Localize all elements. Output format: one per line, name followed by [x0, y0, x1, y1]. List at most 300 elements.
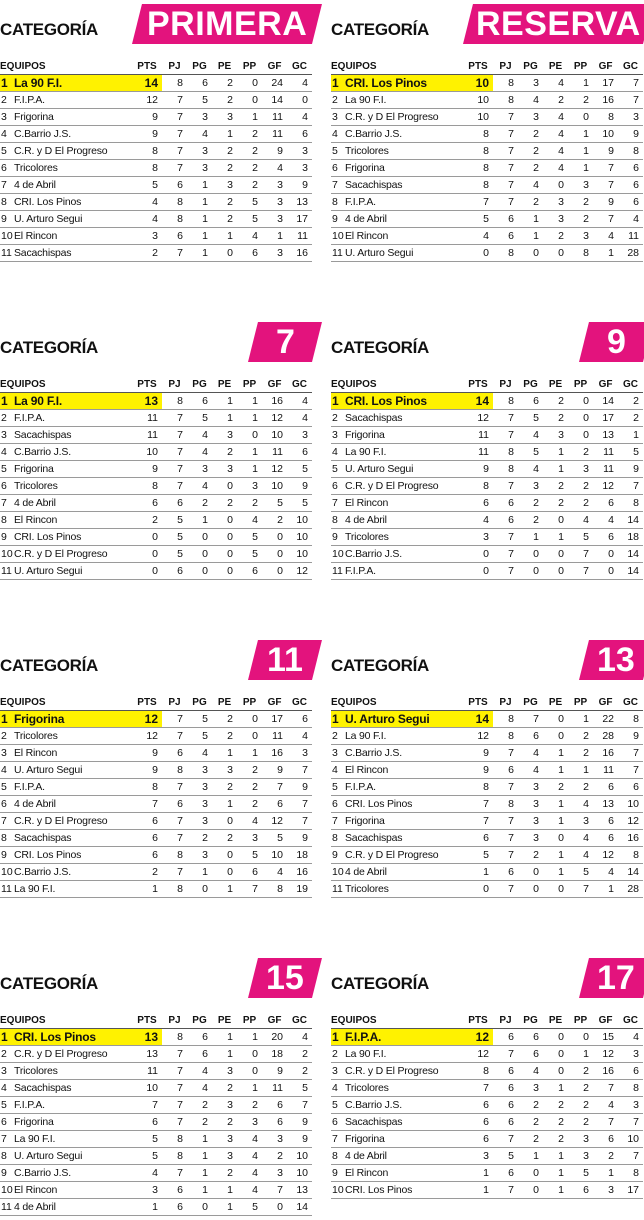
pj-cell: 8 [162, 1147, 187, 1164]
pj-cell: 7 [162, 863, 187, 880]
pts-cell: 6 [463, 1096, 493, 1113]
pg-cell: 4 [187, 443, 212, 460]
leader-row [0, 710, 312, 727]
gf-cell: 3 [262, 176, 287, 193]
gc-cell: 7 [287, 795, 312, 812]
team-name-cell: 4 de Abril [345, 863, 463, 880]
column-header-pts: PTS [132, 378, 162, 392]
gf-cell: 2 [593, 1147, 618, 1164]
pj-cell: 6 [493, 863, 518, 880]
gc-cell: 3 [287, 159, 312, 176]
pj-cell: 6 [162, 795, 187, 812]
pp-cell: 2 [237, 142, 262, 159]
gf-cell: 15 [593, 1028, 618, 1045]
pe-cell: 2 [212, 778, 237, 795]
gf-cell: 0 [593, 562, 618, 579]
pj-cell: 7 [493, 477, 518, 494]
pj-cell: 6 [493, 227, 518, 244]
pts-cell: 12 [132, 710, 162, 727]
table-header-row [331, 1014, 643, 1028]
pp-cell: 2 [568, 1096, 593, 1113]
position-cell: 11 [0, 244, 14, 261]
table-header-row [331, 378, 643, 392]
pp-cell: 0 [237, 91, 262, 108]
pp-cell: 2 [237, 1096, 262, 1113]
pj-cell: 7 [162, 460, 187, 477]
column-header-pj: PJ [162, 378, 187, 392]
pp-cell: 0 [237, 727, 262, 744]
gc-cell: 3 [618, 108, 643, 125]
gf-cell: 7 [593, 1113, 618, 1130]
category-badge [132, 4, 322, 44]
gc-cell: 5 [287, 494, 312, 511]
team-name-cell: F.I.P.A. [345, 562, 463, 579]
column-header-pe: PE [543, 60, 568, 74]
position-cell: 4 [0, 125, 14, 142]
pp-cell: 2 [568, 744, 593, 761]
pg-cell: 1 [518, 528, 543, 545]
pp-cell: 0 [568, 409, 593, 426]
position-cell: 6 [331, 1113, 345, 1130]
table-row [331, 1113, 643, 1130]
pg-cell: 4 [187, 477, 212, 494]
pe-cell: 0 [543, 562, 568, 579]
gf-cell: 0 [262, 1198, 287, 1215]
table-header-row [0, 60, 312, 74]
pg-cell: 6 [518, 1045, 543, 1062]
pe-cell: 3 [212, 460, 237, 477]
position-cell: 5 [0, 778, 14, 795]
gf-cell: 7 [262, 1181, 287, 1198]
pj-cell: 7 [493, 545, 518, 562]
gc-cell: 8 [618, 494, 643, 511]
pg-cell: 4 [187, 1079, 212, 1096]
pp-cell: 7 [568, 545, 593, 562]
pj-cell: 7 [493, 426, 518, 443]
pj-cell: 6 [162, 562, 187, 579]
gf-cell: 6 [593, 494, 618, 511]
pe-cell: 2 [543, 1113, 568, 1130]
pts-cell: 4 [463, 511, 493, 528]
position-cell: 9 [331, 210, 345, 227]
column-header-equipos: EQUIPOS [0, 1014, 132, 1028]
table-row [0, 744, 312, 761]
pts-cell: 7 [463, 795, 493, 812]
pj-cell: 7 [493, 812, 518, 829]
table-header-row [0, 1014, 312, 1028]
gc-cell: 9 [618, 727, 643, 744]
table-row [331, 108, 643, 125]
table-row [331, 1045, 643, 1062]
gf-cell: 9 [262, 142, 287, 159]
category-label: CATEGORÍA [0, 20, 99, 39]
gc-cell: 7 [618, 744, 643, 761]
position-cell: 8 [0, 1147, 14, 1164]
gf-cell: 9 [262, 1062, 287, 1079]
table-row [331, 1096, 643, 1113]
pe-cell: 1 [212, 392, 237, 409]
pts-cell: 8 [463, 159, 493, 176]
pp-cell: 3 [568, 460, 593, 477]
pe-cell: 2 [212, 1164, 237, 1181]
pp-cell: 0 [568, 392, 593, 409]
gf-cell: 11 [262, 727, 287, 744]
column-header-pts: PTS [463, 378, 493, 392]
pj-cell: 8 [493, 460, 518, 477]
pp-cell: 2 [568, 778, 593, 795]
pp-cell: 1 [237, 744, 262, 761]
position-cell: 5 [331, 778, 345, 795]
pp-cell: 2 [568, 443, 593, 460]
pg-cell: 2 [518, 846, 543, 863]
pj-cell: 8 [493, 91, 518, 108]
pj-cell: 7 [493, 142, 518, 159]
pts-cell: 12 [132, 91, 162, 108]
gf-cell: 12 [262, 460, 287, 477]
pj-cell: 7 [162, 778, 187, 795]
gf-cell: 3 [262, 244, 287, 261]
position-cell: 2 [331, 409, 345, 426]
pts-cell: 6 [463, 1130, 493, 1147]
column-header-pts: PTS [463, 696, 493, 710]
table-row [331, 159, 643, 176]
pg-cell: 2 [518, 511, 543, 528]
pe-cell: 1 [212, 1028, 237, 1045]
pts-cell: 5 [463, 846, 493, 863]
pts-cell: 13 [132, 392, 162, 409]
pe-cell: 0 [543, 710, 568, 727]
gf-cell: 14 [262, 91, 287, 108]
pts-cell: 11 [132, 1062, 162, 1079]
category-badge [579, 640, 644, 680]
table-row [331, 1079, 643, 1096]
pg-cell: 0 [187, 562, 212, 579]
column-header-pp: PP [568, 696, 593, 710]
team-name-cell: C.R. y D El Progreso [345, 1062, 463, 1079]
category-badge-text: 17 [597, 959, 635, 997]
position-cell: 5 [331, 142, 345, 159]
pj-cell: 7 [162, 443, 187, 460]
gf-cell: 9 [262, 761, 287, 778]
table-row [331, 477, 643, 494]
position-cell: 2 [0, 1045, 14, 1062]
pg-cell: 3 [518, 795, 543, 812]
pj-cell: 6 [162, 176, 187, 193]
pe-cell: 1 [543, 1147, 568, 1164]
gf-cell: 11 [593, 761, 618, 778]
position-cell: 2 [0, 91, 14, 108]
pg-cell: 3 [187, 761, 212, 778]
category-label: CATEGORÍA [0, 974, 99, 993]
gc-cell: 28 [618, 244, 643, 261]
position-cell: 8 [331, 511, 345, 528]
team-name-cell: 4 de Abril [345, 210, 463, 227]
gf-cell: 11 [593, 443, 618, 460]
pp-cell: 0 [237, 710, 262, 727]
pe-cell: 1 [212, 227, 237, 244]
gc-cell: 16 [287, 863, 312, 880]
column-header-equipos: EQUIPOS [0, 696, 132, 710]
pg-cell: 0 [518, 863, 543, 880]
column-header-gf: GF [593, 60, 618, 74]
team-name-cell: C.Barrio J.S. [14, 125, 132, 142]
pg-cell: 6 [187, 1045, 212, 1062]
panel-header [331, 318, 643, 362]
gc-cell: 10 [618, 795, 643, 812]
gf-cell: 3 [262, 1130, 287, 1147]
pts-cell: 8 [463, 125, 493, 142]
category-label: CATEGORÍA [331, 974, 430, 993]
pe-cell: 2 [212, 1113, 237, 1130]
gf-cell: 13 [593, 426, 618, 443]
gc-cell: 9 [287, 829, 312, 846]
pg-cell: 1 [187, 863, 212, 880]
gf-cell: 6 [262, 1113, 287, 1130]
position-cell: 11 [331, 244, 345, 261]
gf-cell: 20 [262, 1028, 287, 1045]
pj-cell: 7 [493, 125, 518, 142]
leader-row [0, 74, 312, 91]
pe-cell: 3 [212, 176, 237, 193]
pe-cell: 4 [543, 125, 568, 142]
table-row [0, 1130, 312, 1147]
gc-cell: 7 [287, 1096, 312, 1113]
category-label: CATEGORÍA [0, 656, 99, 675]
gc-cell: 16 [618, 829, 643, 846]
pe-cell: 2 [212, 494, 237, 511]
pj-cell: 7 [162, 812, 187, 829]
gc-cell: 5 [618, 443, 643, 460]
pg-cell: 3 [518, 778, 543, 795]
position-cell: 7 [0, 812, 14, 829]
pp-cell: 4 [237, 812, 262, 829]
gc-cell: 9 [287, 1130, 312, 1147]
position-cell: 7 [331, 494, 345, 511]
pe-cell: 0 [212, 528, 237, 545]
position-cell: 1 [331, 74, 345, 91]
gf-cell: 7 [593, 159, 618, 176]
table-row [331, 727, 643, 744]
table-row [0, 125, 312, 142]
pg-cell: 3 [518, 477, 543, 494]
pg-cell: 2 [518, 159, 543, 176]
column-header-gc: GC [287, 696, 312, 710]
pe-cell: 2 [543, 778, 568, 795]
pe-cell: 3 [212, 1096, 237, 1113]
column-header-equipos: EQUIPOS [331, 696, 463, 710]
pg-cell: 0 [518, 1164, 543, 1181]
gf-cell: 8 [262, 880, 287, 897]
position-cell: 9 [0, 846, 14, 863]
pts-cell: 12 [463, 727, 493, 744]
pts-cell: 2 [132, 244, 162, 261]
gc-cell: 9 [618, 460, 643, 477]
gf-cell: 0 [593, 545, 618, 562]
pp-cell: 2 [237, 778, 262, 795]
gf-cell: 11 [593, 460, 618, 477]
column-header-pts: PTS [463, 60, 493, 74]
gc-cell: 8 [618, 846, 643, 863]
position-cell: 11 [0, 880, 14, 897]
pp-cell: 6 [237, 562, 262, 579]
pj-cell: 7 [493, 193, 518, 210]
position-cell: 8 [0, 193, 14, 210]
gc-cell: 9 [287, 778, 312, 795]
pj-cell: 8 [162, 761, 187, 778]
pts-cell: 5 [463, 210, 493, 227]
pg-cell: 1 [187, 1181, 212, 1198]
pp-cell: 5 [237, 210, 262, 227]
team-name-cell: Tricolores [345, 1079, 463, 1096]
pe-cell: 2 [543, 227, 568, 244]
gf-cell: 16 [593, 1062, 618, 1079]
category-badge-text: RESERVA [475, 5, 641, 43]
pe-cell: 1 [543, 863, 568, 880]
pe-cell: 0 [543, 545, 568, 562]
pts-cell: 14 [463, 710, 493, 727]
team-name-cell: El Rincon [14, 1181, 132, 1198]
team-name-cell: Sacachispas [14, 829, 132, 846]
pg-cell: 1 [187, 511, 212, 528]
pe-cell: 1 [543, 744, 568, 761]
gf-cell: 8 [593, 108, 618, 125]
team-name-cell: C.Barrio J.S. [14, 1164, 132, 1181]
pj-cell: 8 [493, 443, 518, 460]
pts-cell: 7 [463, 812, 493, 829]
pts-cell: 11 [132, 409, 162, 426]
pe-cell: 4 [543, 74, 568, 91]
standings-table [0, 60, 312, 262]
position-cell: 3 [0, 1062, 14, 1079]
leader-row [331, 392, 643, 409]
pe-cell: 1 [543, 846, 568, 863]
pp-cell: 2 [568, 91, 593, 108]
pg-cell: 2 [518, 1096, 543, 1113]
pts-cell: 5 [132, 176, 162, 193]
gc-cell: 1 [618, 426, 643, 443]
position-cell: 8 [331, 1147, 345, 1164]
pj-cell: 7 [162, 409, 187, 426]
position-cell: 6 [0, 159, 14, 176]
pe-cell: 1 [212, 125, 237, 142]
gc-cell: 4 [287, 108, 312, 125]
pj-cell: 6 [493, 494, 518, 511]
table-row [331, 1130, 643, 1147]
table-row [0, 1164, 312, 1181]
pts-cell: 10 [132, 1079, 162, 1096]
pj-cell: 7 [162, 91, 187, 108]
team-name-cell: C.R. y D El Progreso [14, 142, 132, 159]
pg-cell: 1 [518, 210, 543, 227]
position-cell: 6 [331, 159, 345, 176]
gc-cell: 19 [287, 880, 312, 897]
team-name-cell: La 90 F.I. [345, 727, 463, 744]
pj-cell: 8 [162, 392, 187, 409]
position-cell: 7 [331, 1130, 345, 1147]
pts-cell: 8 [463, 778, 493, 795]
gf-cell: 9 [593, 142, 618, 159]
panel-header [331, 636, 643, 680]
gc-cell: 17 [287, 210, 312, 227]
gc-cell: 14 [618, 545, 643, 562]
table-row [0, 443, 312, 460]
pg-cell: 1 [187, 210, 212, 227]
pts-cell: 1 [463, 1181, 493, 1198]
column-header-equipos: EQUIPOS [0, 60, 132, 74]
pts-cell: 1 [463, 863, 493, 880]
pj-cell: 7 [162, 1045, 187, 1062]
pe-cell: 1 [543, 443, 568, 460]
pts-cell: 9 [132, 761, 162, 778]
team-name-cell: Frigorina [345, 426, 463, 443]
column-header-equipos: EQUIPOS [331, 378, 463, 392]
team-name-cell: F.I.P.A. [345, 778, 463, 795]
standings-panel-17 [331, 954, 643, 1220]
pe-cell: 0 [543, 1028, 568, 1045]
pg-cell: 2 [518, 142, 543, 159]
pts-cell: 0 [132, 528, 162, 545]
pp-cell: 0 [568, 108, 593, 125]
pj-cell: 7 [162, 1113, 187, 1130]
pts-cell: 11 [463, 443, 493, 460]
panel-header [331, 954, 643, 998]
gc-cell: 14 [618, 562, 643, 579]
column-header-pg: PG [187, 60, 212, 74]
team-name-cell: Sacachispas [345, 409, 463, 426]
pe-cell: 0 [212, 562, 237, 579]
column-header-pj: PJ [162, 60, 187, 74]
position-cell: 1 [0, 392, 14, 409]
category-label: CATEGORÍA [331, 656, 430, 675]
column-header-pj: PJ [493, 378, 518, 392]
pe-cell: 2 [543, 494, 568, 511]
table-row [331, 812, 643, 829]
pe-cell: 3 [212, 1130, 237, 1147]
pe-cell: 4 [543, 142, 568, 159]
gf-cell: 17 [262, 710, 287, 727]
standings-table [0, 1014, 312, 1216]
pg-cell: 6 [518, 392, 543, 409]
pts-cell: 0 [132, 545, 162, 562]
position-cell: 10 [331, 227, 345, 244]
pj-cell: 7 [162, 426, 187, 443]
gf-cell: 12 [593, 477, 618, 494]
gf-cell: 4 [593, 1096, 618, 1113]
pts-cell: 12 [463, 1028, 493, 1045]
table-row [331, 244, 643, 261]
pts-cell: 4 [132, 1164, 162, 1181]
column-header-gc: GC [287, 1014, 312, 1028]
pts-cell: 6 [132, 846, 162, 863]
pj-cell: 8 [493, 392, 518, 409]
category-label: CATEGORÍA [0, 338, 99, 357]
position-cell: 3 [0, 744, 14, 761]
gf-cell: 2 [262, 511, 287, 528]
team-name-cell: La 90 F.I. [14, 1130, 132, 1147]
pts-cell: 6 [463, 494, 493, 511]
pe-cell: 0 [212, 511, 237, 528]
pg-cell: 4 [187, 744, 212, 761]
pe-cell: 1 [543, 761, 568, 778]
pg-cell: 2 [518, 193, 543, 210]
pg-cell: 5 [187, 91, 212, 108]
pe-cell: 1 [212, 1045, 237, 1062]
table-row [0, 91, 312, 108]
pts-cell: 9 [132, 460, 162, 477]
pe-cell: 1 [543, 1079, 568, 1096]
pj-cell: 6 [493, 511, 518, 528]
pts-cell: 6 [132, 829, 162, 846]
